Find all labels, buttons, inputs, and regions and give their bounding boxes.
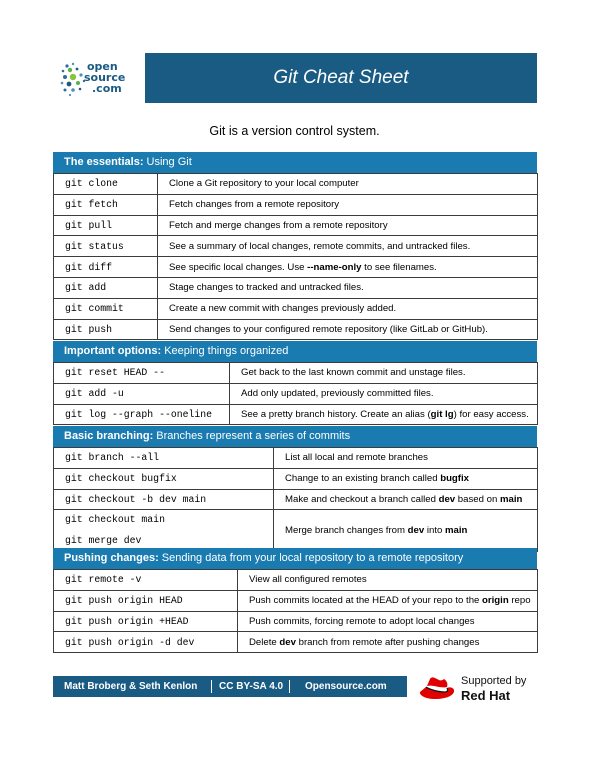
table-row bbox=[54, 489, 538, 510]
section-essentials bbox=[53, 152, 537, 340]
opensource-logo bbox=[53, 53, 145, 103]
section-header: Basic branching: Branches represent a series of commits bbox=[53, 426, 537, 447]
section-header: Important options: Keeping things organized bbox=[53, 341, 537, 362]
description-cell: Make and checkout a branch called dev based on main bbox=[274, 489, 538, 510]
logo-line-3: .com bbox=[92, 82, 122, 95]
footer-divider bbox=[289, 680, 290, 693]
table-row bbox=[54, 236, 538, 257]
description-cell: Push commits, forcing remote to adopt local changes bbox=[238, 611, 538, 632]
section-important-options bbox=[53, 341, 537, 425]
description-cell: Add only updated, previously committed files. bbox=[230, 383, 538, 404]
command-cell: git log --graph --oneline bbox=[54, 404, 230, 425]
command-cell: git checkout -b dev main bbox=[54, 489, 274, 510]
command-cell: git reset HEAD -- bbox=[54, 363, 230, 384]
description-cell: Push commits located at the HEAD of your repo to the origin repo bbox=[238, 590, 538, 611]
command-cell: git add bbox=[54, 277, 158, 298]
command-table bbox=[53, 447, 538, 552]
description-cell: See a summary of local changes, remote commits, and untracked files. bbox=[158, 236, 538, 257]
description-cell: Fetch changes from a remote repository bbox=[158, 194, 538, 215]
page-title: Git Cheat Sheet bbox=[273, 67, 409, 88]
description-cell: Send changes to your configured remote repository (like GitLab or GitHub). bbox=[158, 319, 538, 340]
description-cell: Fetch and merge changes from a remote repository bbox=[158, 215, 538, 236]
table-row bbox=[54, 383, 538, 404]
command-cell: git checkout bugfix bbox=[54, 468, 274, 489]
section-header: The essentials: Using Git bbox=[53, 152, 537, 173]
command-cell: git clone bbox=[54, 174, 158, 195]
command-cell: git diff bbox=[54, 257, 158, 278]
command-cell: git push origin +HEAD bbox=[54, 611, 238, 632]
command-cell: git fetch bbox=[54, 194, 158, 215]
sponsor-name: Red Hat bbox=[461, 688, 511, 703]
sponsor-label: Supported by bbox=[461, 675, 527, 687]
command-cell: git commit bbox=[54, 298, 158, 319]
footer-site-link[interactable]: Opensource.com bbox=[305, 681, 387, 692]
command-cell bbox=[54, 510, 274, 552]
section-basic-branching bbox=[53, 426, 537, 552]
description-cell: See a pretty branch history. Create an alias (git lg) for easy access. bbox=[230, 404, 538, 425]
description-cell: List all local and remote branches bbox=[274, 448, 538, 469]
redhat-sponsor-logo bbox=[417, 671, 539, 707]
description-cell: Change to an existing branch called bugfix bbox=[274, 468, 538, 489]
description-cell: Get back to the last known commit and unstage files. bbox=[230, 363, 538, 384]
footer-bar bbox=[53, 676, 407, 697]
footer-authors: Matt Broberg & Seth Kenlon bbox=[64, 681, 198, 692]
command-cell: git push origin HEAD bbox=[54, 590, 238, 611]
description-cell: See specific local changes. Use --name-only to see filenames. bbox=[158, 257, 538, 278]
description-cell: Clone a Git repository to your local computer bbox=[158, 174, 538, 195]
section-header: Pushing changes: Sending data from your local repository to a remote repository bbox=[53, 548, 537, 569]
command-table bbox=[53, 569, 538, 653]
description-cell: Delete dev branch from remote after pushing changes bbox=[238, 632, 538, 653]
description-cell: Stage changes to tracked and untracked files. bbox=[158, 277, 538, 298]
table-row bbox=[54, 404, 538, 425]
table-row bbox=[54, 448, 538, 469]
table-row bbox=[54, 590, 538, 611]
description-cell: View all configured remotes bbox=[238, 570, 538, 591]
logo-line-2: source bbox=[84, 71, 126, 84]
table-row bbox=[54, 632, 538, 653]
table-row bbox=[54, 194, 538, 215]
command-cell: git status bbox=[54, 236, 158, 257]
description-cell: Merge branch changes from dev into main bbox=[274, 510, 538, 552]
command-line: git checkout main bbox=[65, 514, 165, 526]
table-row bbox=[54, 174, 538, 195]
logo-wordmark bbox=[84, 60, 126, 95]
footer-divider bbox=[211, 680, 212, 693]
command-cell: git pull bbox=[54, 215, 158, 236]
table-row bbox=[54, 611, 538, 632]
command-table bbox=[53, 173, 538, 340]
section-pushing-changes bbox=[53, 548, 537, 653]
table-row bbox=[54, 298, 538, 319]
command-cell: git push bbox=[54, 319, 158, 340]
table-row bbox=[54, 510, 538, 552]
command-line: git merge dev bbox=[65, 534, 142, 546]
table-row bbox=[54, 215, 538, 236]
description-cell: Create a new commit with changes previously added. bbox=[158, 298, 538, 319]
page-subtitle: Git is a version control system. bbox=[209, 124, 380, 138]
table-row bbox=[54, 257, 538, 278]
command-cell: git remote -v bbox=[54, 570, 238, 591]
redhat-hat-icon bbox=[417, 675, 457, 705]
table-row bbox=[54, 319, 538, 340]
footer-license: CC BY-SA 4.0 bbox=[219, 681, 284, 692]
table-row bbox=[54, 277, 538, 298]
command-cell: git push origin -d dev bbox=[54, 632, 238, 653]
table-row bbox=[54, 468, 538, 489]
logo-line-1: open bbox=[87, 60, 118, 73]
command-cell: git branch --all bbox=[54, 448, 274, 469]
command-table bbox=[53, 362, 538, 425]
table-row bbox=[54, 570, 538, 591]
table-row bbox=[54, 363, 538, 384]
command-cell: git add -u bbox=[54, 383, 230, 404]
